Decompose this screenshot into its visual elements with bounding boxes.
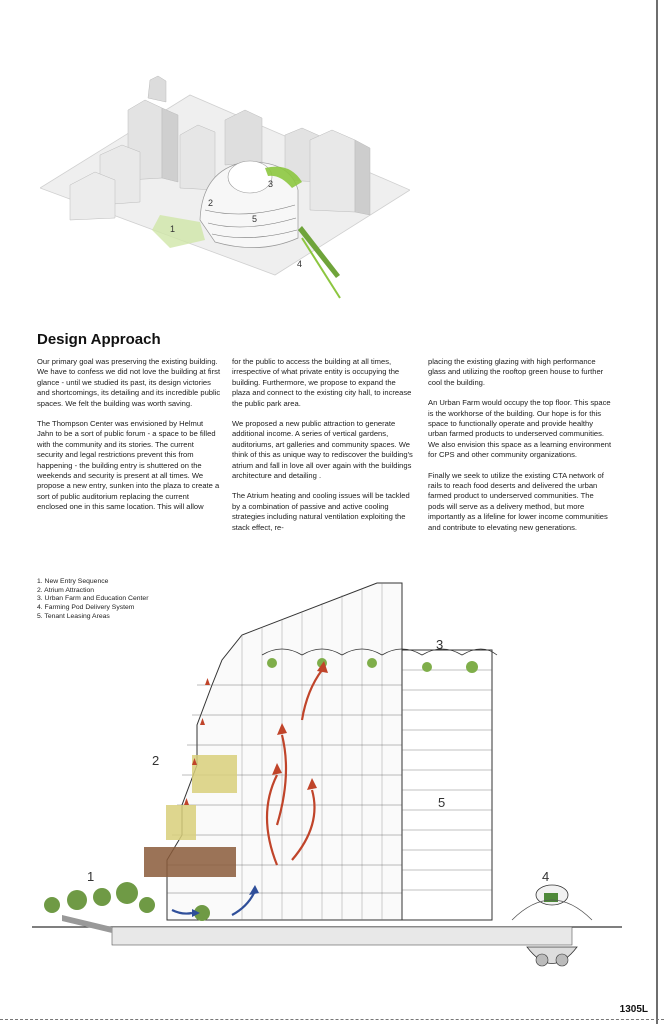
paragraph: The Atrium heating and cooling issues will be tackled by a combination of passive and active cooling strategies including natural ventilation exploiting the stack effect, re- xyxy=(232,491,410,532)
section-label-5: 5 xyxy=(438,795,446,810)
page-edge-rule xyxy=(656,0,658,1024)
paragraph: for the public to access the building at all times, irrespective of what private entity is occupying the building. Furthermore, we propose to expand the plaza and connect to the existing city hall, to increase the public park area. xyxy=(232,357,412,408)
aerial-label-5: 5 xyxy=(252,214,258,224)
page-bottom-rule xyxy=(0,1019,664,1020)
paragraph: Finally we seek to utilize the existing CTA network of rails to reach food deserts and delivered the urban farmed product to underserved communities. The pods will serve as a delivery method, but more importantly as a lifeline for lower income communities and contribute to elevating new generations. xyxy=(428,470,608,532)
aerial-label-3: 3 xyxy=(268,179,274,189)
section-label-4: 4 xyxy=(542,869,550,884)
aerial-illustration xyxy=(40,70,410,305)
paragraph: Our primary goal was preserving the existing building. We have to confess we did not love the building at first glance - until we studied its past, its design victories and shortcomings, its detailing and its incredible public spaces. We felt the building was worth saving. xyxy=(37,357,221,408)
aerial-label-4: 4 xyxy=(297,259,303,269)
legend-item: 2. Atrium Attraction xyxy=(37,586,95,594)
section-heading: Design Approach xyxy=(37,331,161,348)
section-label-1: 1 xyxy=(87,869,95,884)
text-column-1 xyxy=(37,357,221,523)
paragraph: An Urban Farm would occupy the top floor. This space is the workhorse of the building. Our hope is for this space to functionally operate and provide healthy urban farmed products to underserved communities. We also envision this space as a learning environment for CPS and other community organizations. xyxy=(428,398,612,460)
legend-item: 3. Urban Farm and Education Center xyxy=(37,595,149,603)
legend-item: 5. Tenant Leasing Areas xyxy=(37,612,110,620)
section-label-3: 3 xyxy=(436,637,444,652)
section-label-2: 2 xyxy=(152,753,160,768)
legend-item: 1. New Entry Sequence xyxy=(37,578,109,585)
legend-item: 4. Farming Pod Delivery System xyxy=(37,604,135,612)
paragraph: The Thompson Center was envisioned by Helmut Jahn to be a sort of public forum - a space to be filled with the community and its stories. The current security and legal restrictions prevent this from happening - the building entry is shuttered on the weekends and security is present at all times. We propose a new entry, sunken into the plaza to create a sort of public auditorium replacing the current enclosed one in this same location. This will allow xyxy=(37,419,220,512)
building-section-drawing xyxy=(32,575,632,995)
text-column-2 xyxy=(232,357,416,543)
text-column-3 xyxy=(428,357,612,543)
aerial-label-1: 1 xyxy=(170,224,176,234)
page-number: 1305L xyxy=(619,1004,648,1015)
paragraph: We proposed a new public attraction to generate additional income. A series of vertical gardens, auditoriums, art galleries and community spaces. We think of this as unique way to rediscover the building's atrium and fall in love all over again with the buildings architecture and detailing . xyxy=(232,419,413,481)
paragraph: placing the existing glazing with high performance glass and utilizing the rooftop green house to further cool the building. xyxy=(428,357,604,387)
aerial-label-2: 2 xyxy=(208,198,214,208)
drawing-legend xyxy=(37,578,148,622)
